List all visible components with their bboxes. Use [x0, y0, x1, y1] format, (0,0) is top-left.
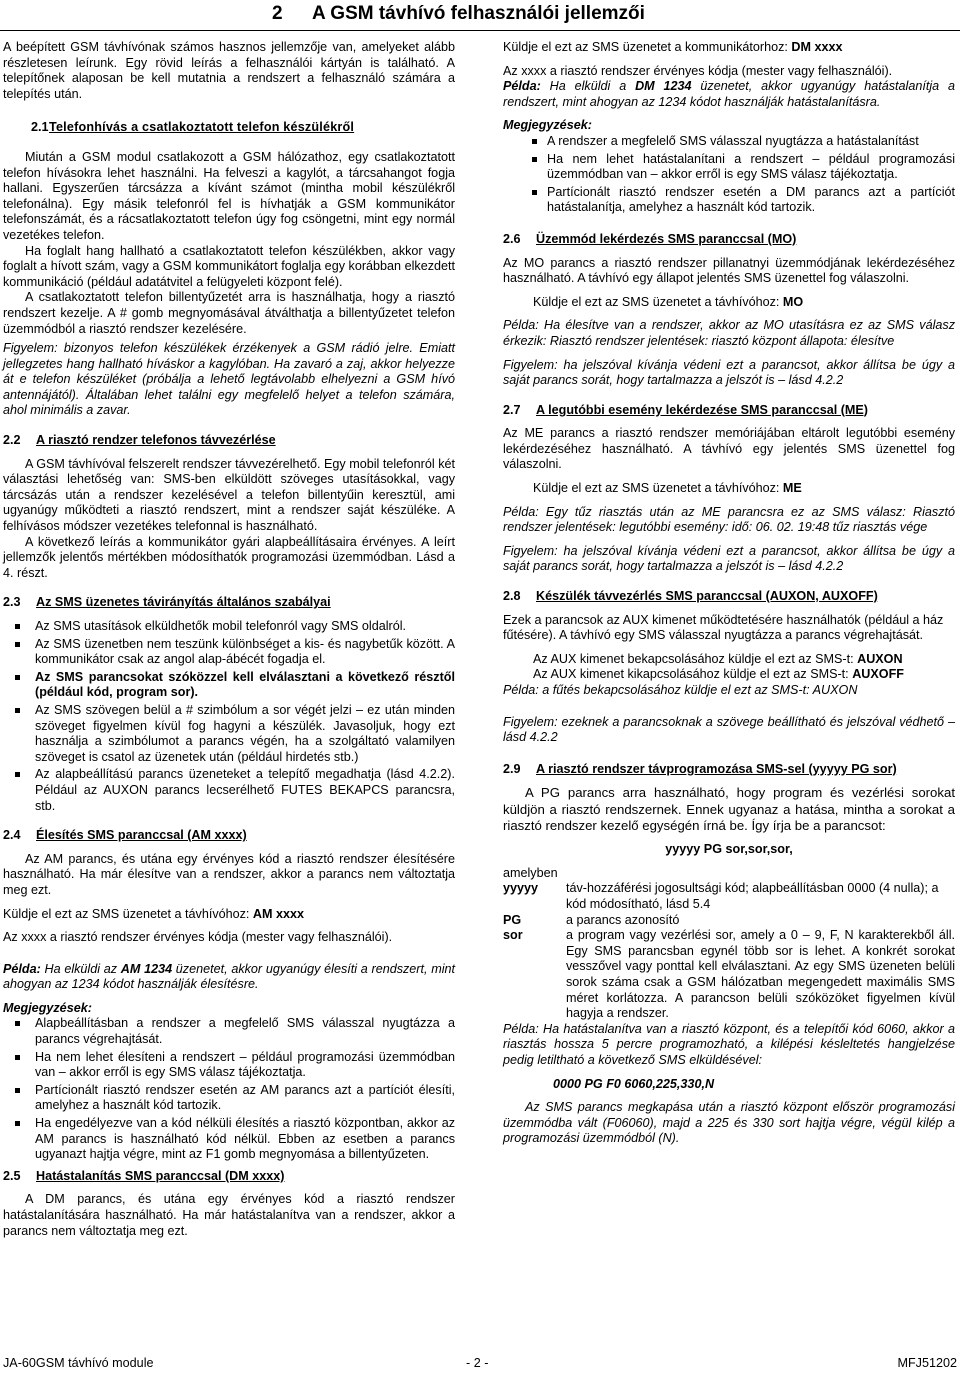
section-number: 2.5: [3, 1168, 21, 1183]
chapter-number: 2: [272, 3, 283, 24]
s29-paragraph-1: A PG parancs arra használható, hogy program és vezérlési sorokat küldjön a riasztó rendszernek. Ennek ugyanaz a hatása, mintha a sorokat a riasztó rendszer kezelő egységén írná be. Így írja be a parancsot:: [503, 785, 955, 833]
sms-command: DM xxxx: [791, 40, 843, 54]
s28-note: Figyelem: ezeknek a parancsoknak a szövege beállítható és jelszóval védhető – lásd 4.2.2: [503, 714, 955, 745]
section-number: 2.9: [503, 761, 521, 776]
example-command: DM 1234: [635, 79, 692, 94]
section-number: 2.4: [3, 828, 21, 843]
definition-text: a parancs azonosító: [566, 912, 680, 927]
section-number: 2.1: [31, 120, 49, 135]
section-title: A riasztó rendszer távprogramozása SMS-sel (yyyyy PG sor): [536, 761, 897, 776]
dm-notes-label: Megjegyzések:: [503, 118, 592, 133]
section-number: 2.3: [3, 595, 21, 610]
dm-command-line: [503, 40, 955, 56]
section-title: A legutóbbi esemény lekérdezése SMS paranccsal (ME): [536, 402, 868, 417]
s29-example-command: 0000 PG F0 6060,225,330,N: [553, 1076, 715, 1091]
dm-notes-list: [503, 134, 955, 216]
section-2-7-heading: [503, 403, 955, 419]
s22-paragraph-1: A GSM távhívóval felszerelt rendszer távvezérelhető. Egy mobil telefonról két választási lehetőség van: SMS-ben elküldött szöveges utasításokkal, vagy tárcsázás után a rendszer kezelésével a telefon billentyűin keresztül, ami ugyanúgy működteti a riasztó rendszert, mint a rendszer saját készüléke. A felhívásos módszer vezetékes telefonnal is használható.: [3, 456, 455, 534]
list-item: Az SMS szövegen belül a # szimbólum a sor végét jelzi – ez után minden szöveget figyelmen kívül fog hagyni a készülék. Javasoljuk, hogy ezt használja a szimbólumot a parancs végén, ha a szolgáltató valamilyen szöveget is csatol az üzenetek után (például hirdetés stb.): [35, 702, 455, 764]
list-item: Az SMS parancsokat szóközzel kell elválasztani a következő résztől (például kód, program sor).: [35, 669, 455, 700]
s29-example: Példa: Ha hatástalanítva van a riasztó központ, és a telepítői kód 6060, akkor a riasztás hossza 5 percre programozható, a kilépési késleltetés hangjelzése pedig letiltható a következő SMS elküldésével:: [503, 1021, 955, 1067]
s27-paragraph-1: Az ME parancs a riasztó rendszer memóriájában eltárolt legutóbbi esemény lekérdezéséhez használható. A távhívó egy jelentés SMS üzenettel fog válaszolni.: [503, 426, 955, 472]
definition-term: yyyyy: [503, 881, 539, 896]
command-intro: Küldje el ezt az SMS üzenetet a távhívóhoz:: [533, 481, 783, 496]
intro-paragraph: A beépített GSM távhívónak számos hasznos jellemzője van, amelyeket alább részletesen leírunk. Egy rövid leírás a felhasználói kártyán is található. A telepítőnek alaposan be kell mutatnia a rendszert a felhasználó számára a telepítés után.: [3, 40, 455, 101]
page-header: [0, 2, 960, 32]
auxoff-command-line: [503, 667, 955, 683]
section-2-1-heading: [3, 120, 455, 136]
pg-definitions: [503, 881, 955, 1021]
definition-text: a program vagy vezérlési sor, amely a 0 – 9, F, N karakterekből áll. Egy SMS parancsban egynél több sor is lehet. A konkrét sorokat vesszővel vagy ponttal kell elválasztani. Az egy SMS üzeneten belüli sorok száma csak a GSM hálózatban megengedett maximális SMS méret korlátozza. A parancson belüli szóközöket figyelmen kívül hagyja a rendszer.: [566, 928, 955, 1021]
dm-code-note: Az xxxx a riasztó rendszer érvényes kódja (mester vagy felhasználói).: [503, 63, 893, 78]
example-label: Példa:: [503, 79, 541, 94]
s21-paragraph-1: Miután a GSM modul csatlakozott a GSM hálózathoz, egy csatlakoztatott telefon hívásokra lehet használni. Ha felveszi a kagylót, a tárcsahangot fogja hallani. Egyszerűen tárcsázza a kívánt számot (mintha mobil készülékről telefonálna). Egy másik telefonról fel is hívhatják a GSM kommunikátor telefonszámát, és a rácsatlakoztatott telefon úgy fog csöngetni, mint egy normál vezetékes telefon.: [3, 149, 455, 242]
command-intro: Küldje el ezt az SMS üzenetet a kommunikátorhoz:: [503, 40, 792, 54]
list-item: Partícionált riasztó rendszer esetén az AM parancs azt a partíciót élesíti, amelyhez a használt kód tartozik.: [35, 1082, 455, 1113]
example-text: Ha elküldi a: [549, 79, 636, 94]
section-number: 2.2: [3, 433, 21, 448]
right-column: [503, 40, 955, 1147]
section-title: Üzemmód lekérdezés SMS paranccsal (MO): [536, 231, 797, 246]
list-item: Ha engedélyezve van a kód nélküli élesítés a riasztó központban, akkor az AM parancs is használható kód nélkül. Ebben az esetben a parancs ugyanazt hajtja végre, mint az F1 gomb megnyomása a billentyűzeten.: [35, 1116, 455, 1162]
list-item: Ha nem lehet hatástalanítani a rendszert – például programozási üzemmódban van – akkor erről is egy SMS válasz tájékoztatja.: [547, 151, 955, 182]
sms-command: AM xxxx: [252, 906, 305, 921]
list-item: Az SMS utasítások elküldhetők mobil telefonról vagy SMS oldalról.: [35, 619, 455, 635]
s26-example: Példa: Ha élesítve van a rendszer, akkor az MO utasításra ez az SMS válasz érkezik: Riasztó rendszer jelentések: riasztó központ állapota: élesítve: [503, 318, 955, 348]
sms-rules-list: [3, 619, 455, 814]
list-item: Ha nem lehet élesíteni a rendszert – például programozási üzemmódban van – akkor erről is egy SMS válasz tájékoztatja.: [35, 1049, 455, 1080]
footer-product: JA-60GSM távhívó module: [3, 1356, 154, 1370]
pg-syntax: yyyyy PG sor,sor,sor,: [665, 842, 793, 857]
section-2-6-heading: [503, 232, 955, 248]
left-column: [3, 40, 455, 1239]
sms-command: MO: [782, 294, 804, 309]
section-number: 2.6: [503, 231, 521, 246]
s27-command-line: [503, 481, 955, 497]
footer-page-number: - 2 -: [466, 1356, 489, 1370]
s27-example: Példa: Egy tűz riasztás után az ME parancsra ez az SMS válasz: Riasztó rendszer jelentések: legutóbbi esemény: idő: 06. 02. 19:48 tűz riasztás vége: [503, 504, 955, 535]
sms-command: ME: [782, 481, 802, 496]
command-intro: Az AUX kimenet bekapcsolásához küldje el ezt az SMS-t:: [533, 651, 858, 666]
s24-example: [3, 962, 455, 993]
section-2-9-heading: [503, 762, 955, 778]
s26-paragraph-1: Az MO parancs a riasztó rendszer pillanatnyi üzemmódjának lekérdezéséhez használható. A távhívó egy állapot jelentés SMS üzenettel fog válaszolni.: [503, 255, 955, 286]
example-text: üzenetet, akkor ugyanúgy élesíti a rendszert, mint ahogyan az 1234 kódot használják élesítésre.: [3, 961, 455, 992]
definition-term: PG: [503, 912, 522, 927]
list-item: A rendszer a megfelelő SMS válasszal nyugtázza a hatástalanítást: [547, 134, 955, 150]
s25-paragraph-1: A DM parancs, és utána egy érvényes kód a riasztó rendszer hatástalanítására használható. Ha már hatástalanítva van a rendszer, akkor a parancs nem változtatja meg ezt.: [3, 1192, 455, 1238]
s29-paragraph-2: Az SMS parancs megkapása után a riasztó központ először programozási üzemmódba vált (F06060), majd a 225 és 330 sort hajtja végre, végül kilép a programozási üzemmódból (N).: [503, 1100, 955, 1146]
s27-note: Figyelem: ha jelszóval kívánja védeni ezt a parancsot, akkor állítsa be úgy a saját parancs sorát, hogy tartalmazza a jelszót is – lásd 4.2.2: [503, 543, 955, 574]
defs-intro: amelyben: [503, 865, 558, 880]
command-intro: Az AUX kimenet kikapcsolásához küldje el ezt az SMS-t:: [533, 667, 853, 682]
s24-notes-label: Megjegyzések:: [3, 1000, 92, 1015]
s28-paragraph-1: Ezek a parancsok az AUX kimenet működtetésére használhatók (például a ház fűtésére). A távhívó egy SMS válasszal nyugtázza a parancs végrehajtását.: [503, 612, 944, 643]
example-label: Példa:: [3, 961, 41, 976]
definition-term: sor: [503, 928, 523, 943]
section-title: Az SMS üzenetes távirányítás általános szabályai: [36, 595, 331, 610]
sms-command: AUXON: [857, 651, 903, 666]
s28-example: Példa: a fűtés bekapcsolásához küldje el ezt az SMS-t: AUXON: [503, 683, 858, 697]
header-rule: [0, 30, 960, 31]
command-intro: Küldje el ezt az SMS üzenetet a távhívóhoz:: [3, 906, 253, 921]
s24-paragraph-1: Az AM parancs, és utána egy érvényes kód a riasztó rendszer élesítésére használható. Ha már élesítve van a rendszer, akkor a parancs nem változtatja meg ezt.: [3, 851, 455, 897]
definition-text: táv-hozzáférési jogosultsági kód; alapbeállításban 0000 (4 nulla); a kód módosítható, lásd 5.4: [566, 881, 939, 912]
s24-notes-list: [3, 1016, 455, 1162]
s21-paragraph-3: A csatlakoztatott telefon billentyűzetét arra is használhatja, hogy a riasztó rendszert kezelje. A # gomb megnyomásával átválthatja a billentyűzetet telefon üzemmódból a riasztó rendszer kezelésére.: [3, 290, 455, 336]
list-item: Az alapbeállítású parancs üzeneteket a telepítő megadhatja (lásd 4.2.2). Például az AUXON parancs lecserélhető FUTES BEKAPCS parancsra, stb.: [35, 767, 455, 813]
s26-command-line: [503, 295, 955, 311]
s22-paragraph-2: A következő leírás a kommunikátor gyári alapbeállításaira érvényes. A leírt jellemzők jelentős mértékben módosíthatók programozási üzemmódban. Lásd a 4. részt.: [3, 534, 455, 580]
section-2-2-heading: [3, 433, 455, 449]
example-text: üzenetet, akkor ugyanúgy hatástalanítja a rendszert, mint ahogyan az 1234 kódot használják hatástalanításra.: [503, 79, 955, 109]
section-title: Készülék távvezérlés SMS paranccsal (AUXON, AUXOFF): [536, 589, 878, 604]
list-item: Az SMS üzenetben nem teszünk különbséget a kis- és nagybetűk között. A kommunikátor csak az angol alap-ábécét fogadja el.: [35, 636, 455, 667]
sms-command: AUXOFF: [852, 667, 904, 682]
s26-note: Figyelem: ha jelszóval kívánja védeni ezt a parancsot, akkor állítsa be úgy a saját parancs sorát, hogy tartalmazza a jelszót is – lásd 4.2.2: [503, 357, 955, 388]
section-title: Élesítés SMS paranccsal (AM xxxx): [36, 828, 247, 843]
chapter-title: A GSM távhívó felhasználói jellemzői: [312, 3, 645, 24]
dm-example: [503, 79, 955, 110]
s24-command-line: [3, 907, 455, 923]
section-title: Hatástalanítás SMS paranccsal (DM xxxx): [36, 1168, 285, 1183]
s21-paragraph-2: Ha foglalt hang hallható a csatlakoztatott telefon készülékben, akkor vagy foglalt a hívott szám, vagy a GSM kommunikátort foglalja egy korábban elkezdett kommunikáció (például adatátvitel a felügyeleti központ felé).: [3, 243, 455, 289]
section-2-8-heading: [503, 589, 955, 605]
list-item: Alapbeállításban a rendszer a megfelelő SMS válasszal nyugtázza a parancs végrehajtását.: [35, 1016, 455, 1047]
footer-doc-code: MFJ51202: [897, 1356, 957, 1370]
section-title: Telefonhívás a csatlakoztatott telefon készülékről: [49, 120, 355, 135]
s24-code-note: Az xxxx a riasztó rendszer érvényes kódja (mester vagy felhasználói).: [3, 930, 393, 945]
example-text: Ha elküldi az: [44, 961, 121, 976]
section-title: A riasztó rendzer telefonos távvezérlése: [36, 433, 276, 448]
section-number: 2.8: [503, 589, 521, 604]
section-2-4-heading: [3, 828, 455, 844]
example-command: AM 1234: [120, 961, 173, 976]
list-item: Partícionált riasztó rendszer esetén a DM parancs azt a partíciót hatástalanítja, amelyhez a használt kód tartozik.: [547, 184, 955, 215]
command-intro: Küldje el ezt az SMS üzenetet a távhívóhoz:: [533, 294, 783, 309]
auxon-command-line: [503, 652, 955, 668]
s21-warning-note: Figyelem: bizonyos telefon készülékek érzékenyek a GSM rádió jelre. Emiatt jellegzetes hang hallható híváskor a kagylóban. Ha zavaró a zaj, akkor helyezze át e telefon készüléket (próbálja a lehető legtávolabb elhelyezni a GSM hívó antennájától). Általában lehet találni egy megfelelő helyet a telefon számára, ahol minimális a zavar.: [3, 341, 455, 418]
section-2-5-heading: [3, 1169, 455, 1185]
section-2-3-heading: [3, 595, 455, 611]
section-number: 2.7: [503, 402, 521, 417]
